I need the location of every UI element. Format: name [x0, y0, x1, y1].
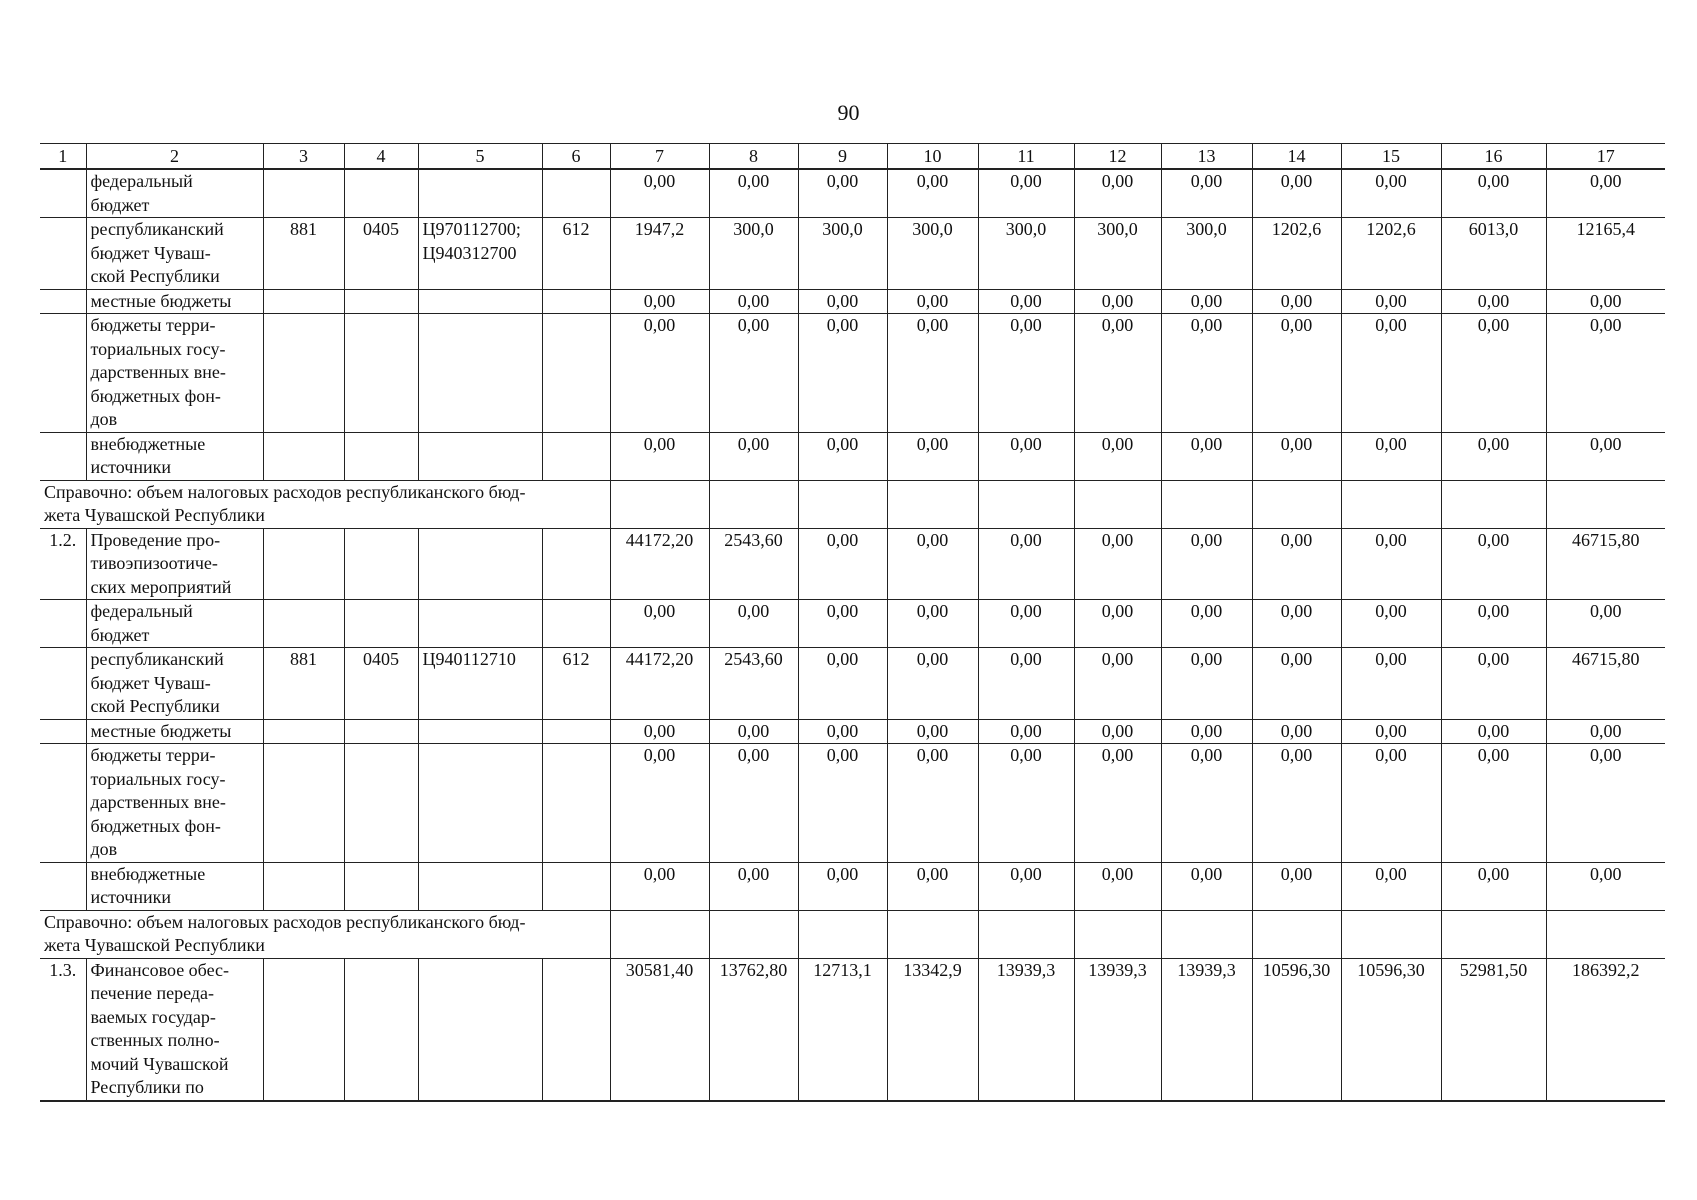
- value-cell: 0,00: [1161, 432, 1252, 480]
- target-article-code: [418, 289, 542, 314]
- value-cell: 0,00: [1341, 719, 1441, 744]
- table-row: [40, 862, 1665, 910]
- table-row: [40, 648, 1665, 720]
- value-cell: [978, 480, 1074, 528]
- value-cell: 13939,3: [1161, 958, 1252, 1101]
- value-cell: [887, 910, 978, 958]
- value-cell: 0,00: [1441, 169, 1546, 218]
- ministry-code: [263, 528, 344, 600]
- expense-type-code: [542, 432, 610, 480]
- value-cell: [610, 480, 709, 528]
- value-cell: 0,00: [709, 862, 798, 910]
- value-cell: 0,00: [887, 648, 978, 720]
- value-cell: [1341, 910, 1441, 958]
- value-cell: 0,00: [798, 744, 887, 863]
- section-code: [344, 432, 418, 480]
- column-number-3: 3: [263, 144, 344, 170]
- value-cell: 0,00: [610, 289, 709, 314]
- value-cell: [798, 910, 887, 958]
- expense-type-code: [542, 314, 610, 433]
- item-name: местные бюджеты: [86, 289, 263, 314]
- value-cell: 6013,0: [1441, 218, 1546, 290]
- item-number: [40, 218, 86, 290]
- value-cell: 0,00: [610, 744, 709, 863]
- value-cell: 0,00: [1546, 600, 1665, 648]
- section-code: [344, 862, 418, 910]
- value-cell: 0,00: [887, 862, 978, 910]
- value-cell: 52981,50: [1441, 958, 1546, 1101]
- ministry-code: [263, 600, 344, 648]
- reference-text: Справочно: объем налоговых расходов республиканского бюд- жета Чувашской Республики: [40, 910, 610, 958]
- expense-type-code: [542, 958, 610, 1101]
- value-cell: 0,00: [1341, 432, 1441, 480]
- column-number-1: 1: [40, 144, 86, 170]
- value-cell: 0,00: [1252, 169, 1341, 218]
- value-cell: 12713,1: [798, 958, 887, 1101]
- ministry-code: [263, 744, 344, 863]
- value-cell: 0,00: [709, 744, 798, 863]
- value-cell: [1252, 480, 1341, 528]
- item-name: Финансовое обес- печение переда- ваемых государ- ственных полно- мочий Чувашской Республики по: [86, 958, 263, 1101]
- value-cell: 0,00: [1074, 169, 1161, 218]
- value-cell: 0,00: [1441, 862, 1546, 910]
- section-code: [344, 719, 418, 744]
- section-code: [344, 314, 418, 433]
- value-cell: 0,00: [1252, 600, 1341, 648]
- value-cell: 0,00: [1252, 528, 1341, 600]
- column-number-9: 9: [798, 144, 887, 170]
- value-cell: 0,00: [709, 719, 798, 744]
- item-name: Проведение про- тивоэпизоотиче- ских мероприятий: [86, 528, 263, 600]
- value-cell: 44172,20: [610, 648, 709, 720]
- section-code: [344, 528, 418, 600]
- ministry-code: [263, 958, 344, 1101]
- table-row: [40, 958, 1665, 1101]
- value-cell: 0,00: [1074, 314, 1161, 433]
- column-number-7: 7: [610, 144, 709, 170]
- value-cell: [1441, 480, 1546, 528]
- value-cell: 0,00: [798, 314, 887, 433]
- value-cell: 1947,2: [610, 218, 709, 290]
- value-cell: 0,00: [978, 432, 1074, 480]
- value-cell: 0,00: [798, 648, 887, 720]
- target-article-code: [418, 600, 542, 648]
- value-cell: 186392,2: [1546, 958, 1665, 1101]
- value-cell: 0,00: [1441, 600, 1546, 648]
- item-name: внебюджетные источники: [86, 862, 263, 910]
- value-cell: 0,00: [1074, 528, 1161, 600]
- value-cell: 13342,9: [887, 958, 978, 1101]
- item-name: местные бюджеты: [86, 719, 263, 744]
- item-name: федеральный бюджет: [86, 600, 263, 648]
- value-cell: 0,00: [978, 314, 1074, 433]
- value-cell: 0,00: [798, 862, 887, 910]
- budget-table: [40, 143, 1665, 1102]
- value-cell: 300,0: [798, 218, 887, 290]
- column-number-4: 4: [344, 144, 418, 170]
- value-cell: 13762,80: [709, 958, 798, 1101]
- value-cell: 0,00: [1341, 289, 1441, 314]
- target-article-code: [418, 744, 542, 863]
- column-number-14: 14: [1252, 144, 1341, 170]
- item-number: [40, 744, 86, 863]
- table-row: [40, 314, 1665, 433]
- value-cell: 0,00: [978, 169, 1074, 218]
- value-cell: 0,00: [887, 169, 978, 218]
- value-cell: 0,00: [1161, 648, 1252, 720]
- target-article-code: [418, 169, 542, 218]
- value-cell: 0,00: [1546, 744, 1665, 863]
- column-number-10: 10: [887, 144, 978, 170]
- value-cell: 0,00: [798, 169, 887, 218]
- value-cell: 0,00: [1441, 744, 1546, 863]
- value-cell: 0,00: [1074, 648, 1161, 720]
- value-cell: 0,00: [1252, 862, 1341, 910]
- value-cell: 0,00: [1546, 432, 1665, 480]
- expense-type-code: [542, 528, 610, 600]
- value-cell: 0,00: [1546, 169, 1665, 218]
- column-number-8: 8: [709, 144, 798, 170]
- table-row: [40, 169, 1665, 218]
- value-cell: 0,00: [1252, 314, 1341, 433]
- value-cell: 0,00: [1074, 719, 1161, 744]
- item-name: бюджеты терри- ториальных госу- дарственных вне- бюджетных фон- дов: [86, 744, 263, 863]
- value-cell: 0,00: [1341, 862, 1441, 910]
- value-cell: 0,00: [1074, 289, 1161, 314]
- value-cell: 0,00: [1161, 314, 1252, 433]
- value-cell: 0,00: [978, 648, 1074, 720]
- value-cell: 0,00: [887, 314, 978, 433]
- section-code: 0405: [344, 218, 418, 290]
- value-cell: 46715,80: [1546, 648, 1665, 720]
- value-cell: 0,00: [1546, 862, 1665, 910]
- table-row: [40, 744, 1665, 863]
- item-name: республиканский бюджет Чуваш- ской Республики: [86, 218, 263, 290]
- value-cell: 300,0: [709, 218, 798, 290]
- expense-type-code: [542, 744, 610, 863]
- value-cell: 0,00: [1441, 432, 1546, 480]
- table-header-row: [40, 144, 1665, 170]
- table-row: [40, 218, 1665, 290]
- value-cell: 0,00: [1341, 528, 1441, 600]
- value-cell: 0,00: [1441, 719, 1546, 744]
- value-cell: 12165,4: [1546, 218, 1665, 290]
- column-number-5: 5: [418, 144, 542, 170]
- reference-row: [40, 480, 1665, 528]
- item-number: [40, 289, 86, 314]
- target-article-code: Ц940112710: [418, 648, 542, 720]
- section-code: [344, 744, 418, 863]
- item-number: [40, 862, 86, 910]
- value-cell: 0,00: [709, 600, 798, 648]
- item-name: внебюджетные источники: [86, 432, 263, 480]
- value-cell: 0,00: [1074, 862, 1161, 910]
- value-cell: 0,00: [610, 314, 709, 433]
- expense-type-code: [542, 600, 610, 648]
- value-cell: 0,00: [1546, 314, 1665, 433]
- value-cell: 10596,30: [1252, 958, 1341, 1101]
- value-cell: 0,00: [1341, 314, 1441, 433]
- value-cell: 0,00: [1161, 169, 1252, 218]
- value-cell: 46715,80: [1546, 528, 1665, 600]
- value-cell: 1202,6: [1341, 218, 1441, 290]
- value-cell: 0,00: [978, 719, 1074, 744]
- ministry-code: 881: [263, 218, 344, 290]
- value-cell: 300,0: [978, 218, 1074, 290]
- column-number-15: 15: [1341, 144, 1441, 170]
- ministry-code: [263, 862, 344, 910]
- value-cell: [1252, 910, 1341, 958]
- item-number: 1.3.: [40, 958, 86, 1101]
- section-code: [344, 958, 418, 1101]
- value-cell: 0,00: [887, 432, 978, 480]
- value-cell: 300,0: [887, 218, 978, 290]
- value-cell: 0,00: [1161, 528, 1252, 600]
- item-number: [40, 719, 86, 744]
- expense-type-code: [542, 289, 610, 314]
- value-cell: [887, 480, 978, 528]
- value-cell: 0,00: [610, 432, 709, 480]
- ministry-code: [263, 289, 344, 314]
- value-cell: 44172,20: [610, 528, 709, 600]
- value-cell: 0,00: [1341, 600, 1441, 648]
- value-cell: 0,00: [709, 432, 798, 480]
- value-cell: 0,00: [709, 169, 798, 218]
- item-number: [40, 432, 86, 480]
- value-cell: 0,00: [1161, 600, 1252, 648]
- value-cell: [798, 480, 887, 528]
- value-cell: [1341, 480, 1441, 528]
- value-cell: [1546, 480, 1665, 528]
- value-cell: 13939,3: [978, 958, 1074, 1101]
- value-cell: 300,0: [1074, 218, 1161, 290]
- value-cell: 0,00: [1341, 648, 1441, 720]
- value-cell: 0,00: [1341, 744, 1441, 863]
- value-cell: 0,00: [1341, 169, 1441, 218]
- item-number: [40, 648, 86, 720]
- table-row: [40, 528, 1665, 600]
- value-cell: 0,00: [978, 528, 1074, 600]
- section-code: [344, 169, 418, 218]
- value-cell: [1074, 480, 1161, 528]
- value-cell: 0,00: [709, 289, 798, 314]
- value-cell: 0,00: [1546, 719, 1665, 744]
- value-cell: 0,00: [1074, 744, 1161, 863]
- reference-row: [40, 910, 1665, 958]
- section-code: [344, 600, 418, 648]
- value-cell: 0,00: [709, 314, 798, 433]
- value-cell: 0,00: [1074, 432, 1161, 480]
- value-cell: 13939,3: [1074, 958, 1161, 1101]
- value-cell: [1074, 910, 1161, 958]
- column-number-13: 13: [1161, 144, 1252, 170]
- value-cell: 0,00: [887, 600, 978, 648]
- value-cell: 0,00: [1441, 289, 1546, 314]
- value-cell: 0,00: [610, 862, 709, 910]
- table-row: [40, 600, 1665, 648]
- value-cell: 0,00: [1161, 862, 1252, 910]
- value-cell: [709, 480, 798, 528]
- value-cell: [978, 910, 1074, 958]
- value-cell: 0,00: [1161, 719, 1252, 744]
- value-cell: 0,00: [1252, 289, 1341, 314]
- value-cell: [1441, 910, 1546, 958]
- target-article-code: [418, 862, 542, 910]
- value-cell: 0,00: [1441, 528, 1546, 600]
- value-cell: 1202,6: [1252, 218, 1341, 290]
- value-cell: 0,00: [1252, 648, 1341, 720]
- value-cell: 30581,40: [610, 958, 709, 1101]
- expense-type-code: [542, 862, 610, 910]
- item-name: бюджеты терри- ториальных госу- дарственных вне- бюджетных фон- дов: [86, 314, 263, 433]
- item-name: федеральный бюджет: [86, 169, 263, 218]
- item-name: республиканский бюджет Чуваш- ской Республики: [86, 648, 263, 720]
- ministry-code: [263, 432, 344, 480]
- ministry-code: [263, 314, 344, 433]
- section-code: [344, 289, 418, 314]
- value-cell: 0,00: [798, 719, 887, 744]
- value-cell: [1161, 910, 1252, 958]
- column-number-6: 6: [542, 144, 610, 170]
- table-row: [40, 289, 1665, 314]
- value-cell: [610, 910, 709, 958]
- value-cell: 0,00: [1252, 432, 1341, 480]
- value-cell: 0,00: [887, 744, 978, 863]
- value-cell: [1161, 480, 1252, 528]
- page-number: 90: [837, 100, 860, 125]
- value-cell: 0,00: [1252, 744, 1341, 863]
- expense-type-code: 612: [542, 648, 610, 720]
- value-cell: 2543,60: [709, 528, 798, 600]
- column-number-16: 16: [1441, 144, 1546, 170]
- item-number: [40, 600, 86, 648]
- column-number-2: 2: [86, 144, 263, 170]
- value-cell: 0,00: [1074, 600, 1161, 648]
- target-article-code: [418, 432, 542, 480]
- target-article-code: [418, 528, 542, 600]
- value-cell: 0,00: [1441, 314, 1546, 433]
- expense-type-code: 612: [542, 218, 610, 290]
- section-code: 0405: [344, 648, 418, 720]
- column-number-17: 17: [1546, 144, 1665, 170]
- value-cell: 0,00: [1161, 289, 1252, 314]
- item-number: [40, 169, 86, 218]
- value-cell: 2543,60: [709, 648, 798, 720]
- value-cell: 0,00: [887, 289, 978, 314]
- value-cell: 0,00: [798, 600, 887, 648]
- expense-type-code: [542, 719, 610, 744]
- value-cell: 0,00: [978, 600, 1074, 648]
- value-cell: 0,00: [1546, 289, 1665, 314]
- value-cell: 0,00: [610, 719, 709, 744]
- value-cell: 0,00: [798, 432, 887, 480]
- ministry-code: 881: [263, 648, 344, 720]
- value-cell: 300,0: [1161, 218, 1252, 290]
- ministry-code: [263, 169, 344, 218]
- value-cell: 0,00: [610, 169, 709, 218]
- value-cell: 10596,30: [1341, 958, 1441, 1101]
- value-cell: 0,00: [978, 289, 1074, 314]
- value-cell: 0,00: [887, 719, 978, 744]
- value-cell: 0,00: [1161, 744, 1252, 863]
- target-article-code: [418, 958, 542, 1101]
- value-cell: 0,00: [610, 600, 709, 648]
- column-number-12: 12: [1074, 144, 1161, 170]
- table-row: [40, 719, 1665, 744]
- value-cell: 0,00: [887, 528, 978, 600]
- reference-text: Справочно: объем налоговых расходов республиканского бюд- жета Чувашской Республики: [40, 480, 610, 528]
- column-number-11: 11: [978, 144, 1074, 170]
- expense-type-code: [542, 169, 610, 218]
- value-cell: [1546, 910, 1665, 958]
- table-row: [40, 432, 1665, 480]
- value-cell: 0,00: [1441, 648, 1546, 720]
- target-article-code: [418, 314, 542, 433]
- ministry-code: [263, 719, 344, 744]
- value-cell: 0,00: [978, 744, 1074, 863]
- item-number: 1.2.: [40, 528, 86, 600]
- value-cell: 0,00: [978, 862, 1074, 910]
- value-cell: 0,00: [798, 289, 887, 314]
- value-cell: 0,00: [1252, 719, 1341, 744]
- target-article-code: [418, 719, 542, 744]
- item-number: [40, 314, 86, 433]
- value-cell: [709, 910, 798, 958]
- target-article-code: Ц970112700; Ц940312700: [418, 218, 542, 290]
- value-cell: 0,00: [798, 528, 887, 600]
